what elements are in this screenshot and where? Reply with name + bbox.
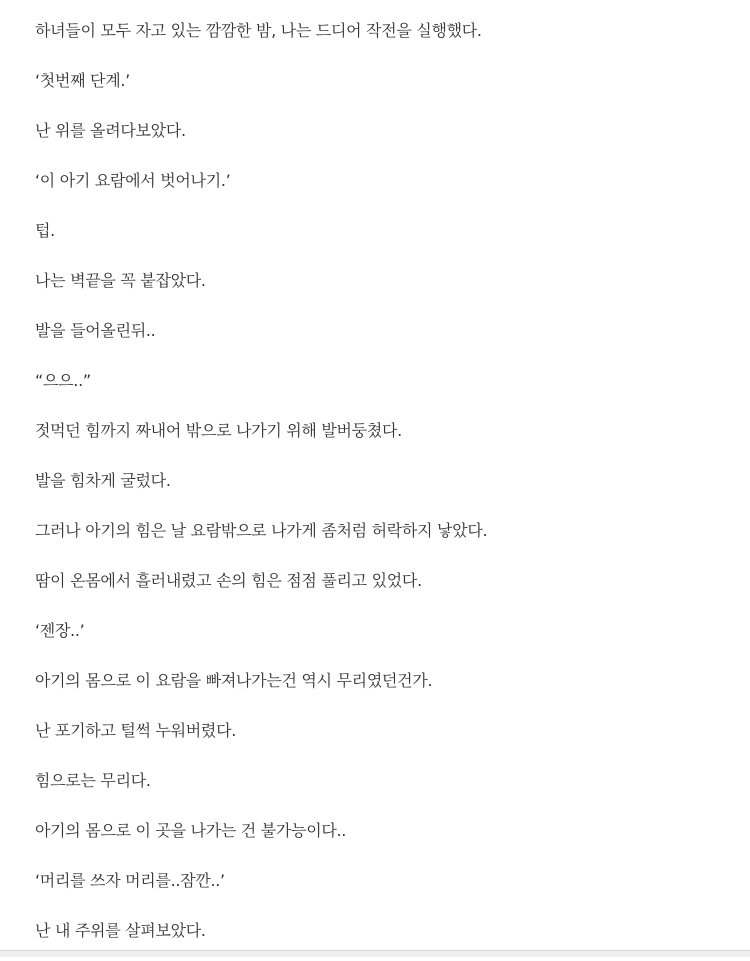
story-line: 땀이 온몸에서 흘러내렸고 손의 힘은 점점 풀리고 있었다. (35, 571, 422, 590)
story-line: ‘이 아기 요람에서 벗어나기.’ (35, 171, 231, 190)
story-line: “으으..” (35, 371, 91, 390)
story-line: 텁. (35, 221, 55, 240)
story-line: 난 위를 올려다보았다. (35, 121, 186, 140)
story-text (35, 11, 750, 961)
story-line: 그러나 아기의 힘은 날 요람밖으로 나가게 좀처럼 허락하지 낳았다. (35, 521, 488, 540)
bottom-divider (0, 950, 750, 957)
story-line: 아기의 몸으로 이 요람을 빠져나가는건 역시 무리였던건가. (35, 671, 433, 690)
story-line: ‘첫번째 단계.’ (35, 71, 130, 90)
story-line: 발을 힘차게 굴렀다. (35, 471, 171, 490)
story-line: 발을 들어올린뒤.. (35, 321, 156, 340)
story-line: 난 내 주위를 살펴보았다. (35, 921, 206, 940)
story-line: 난 포기하고 털썩 누워버렸다. (35, 721, 237, 740)
story-line: 아기의 몸으로 이 곳을 나가는 건 불가능이다.. (35, 821, 347, 840)
story-line: ‘젠장..’ (35, 621, 85, 640)
story-line: 힘으로는 무리다. (35, 771, 151, 790)
story-line: 나는 벽끝을 꼭 붙잡았다. (35, 271, 206, 290)
story-line: ‘머리를 쓰자 머리를..잠깐..’ (35, 871, 225, 890)
story-line: 하녀들이 모두 자고 있는 깜깜한 밤, 나는 드디어 작전을 실행했다. (35, 21, 482, 40)
story-line: 젓먹던 힘까지 짜내어 밖으로 나가기 위해 발버둥쳤다. (35, 421, 402, 440)
